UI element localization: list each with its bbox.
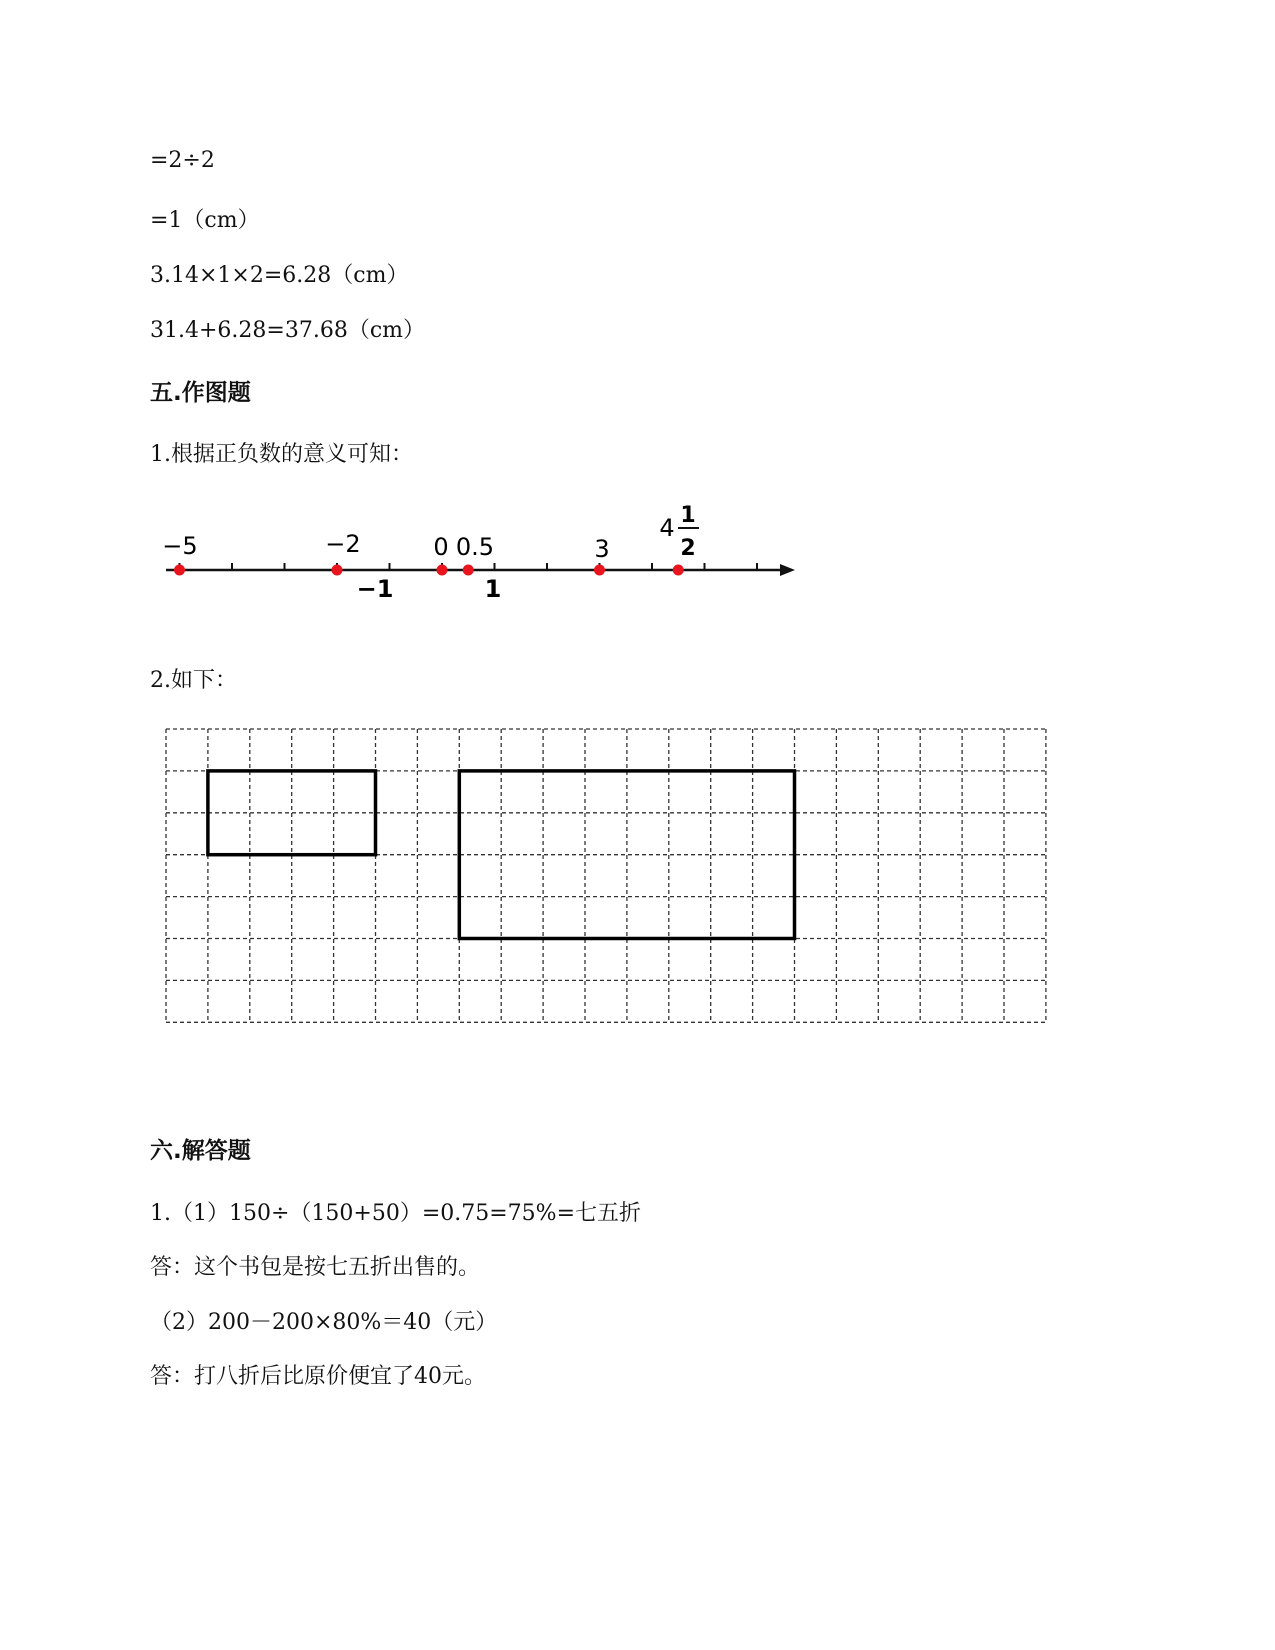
label-neg2: −2 (325, 530, 361, 558)
label-numerator: 1 (680, 503, 696, 528)
arrow-head-icon (780, 564, 795, 576)
answer-line-1: 1.（1）150÷（150+50）=0.75=75%=七五折 (150, 1201, 642, 1226)
label-neg5: −5 (162, 532, 198, 560)
label-0: 0 (433, 533, 449, 561)
label-denominator: 2 (680, 536, 696, 561)
calc-line-4: 31.4+6.28=37.68（cm） (150, 318, 426, 343)
answer-line-2: 答：这个书包是按七五折出售的。 (150, 1255, 481, 1280)
number-line (150, 500, 810, 620)
label-whole-4: 4 (659, 514, 675, 542)
section-5-item-2: 2.如下： (150, 668, 237, 693)
marked-point (594, 565, 605, 576)
section-5-item-1: 1.根据正负数的意义可知： (150, 442, 413, 467)
answer-line-4: 答：打八折后比原价便宜了40元。 (150, 1364, 486, 1389)
marked-point (437, 565, 448, 576)
answer-line-3: （2）200－200×80%＝40（元） (150, 1310, 498, 1335)
label-0-5: 0.5 (455, 533, 495, 561)
marked-point (673, 565, 684, 576)
drawing-grid (160, 722, 1060, 1072)
marked-point (332, 565, 343, 576)
marked-point (174, 565, 185, 576)
calc-line-1: =2÷2 (150, 148, 215, 173)
marked-point (463, 565, 474, 576)
calc-line-2: =1（cm） (150, 208, 260, 233)
label-3: 3 (594, 535, 610, 563)
label-neg1: −1 (356, 575, 394, 603)
label-1: 1 (484, 575, 502, 603)
section-6-title: 六.解答题 (150, 1138, 251, 1164)
section-5-title: 五.作图题 (150, 380, 251, 406)
calc-line-3: 3.14×1×2=6.28（cm） (150, 263, 409, 288)
